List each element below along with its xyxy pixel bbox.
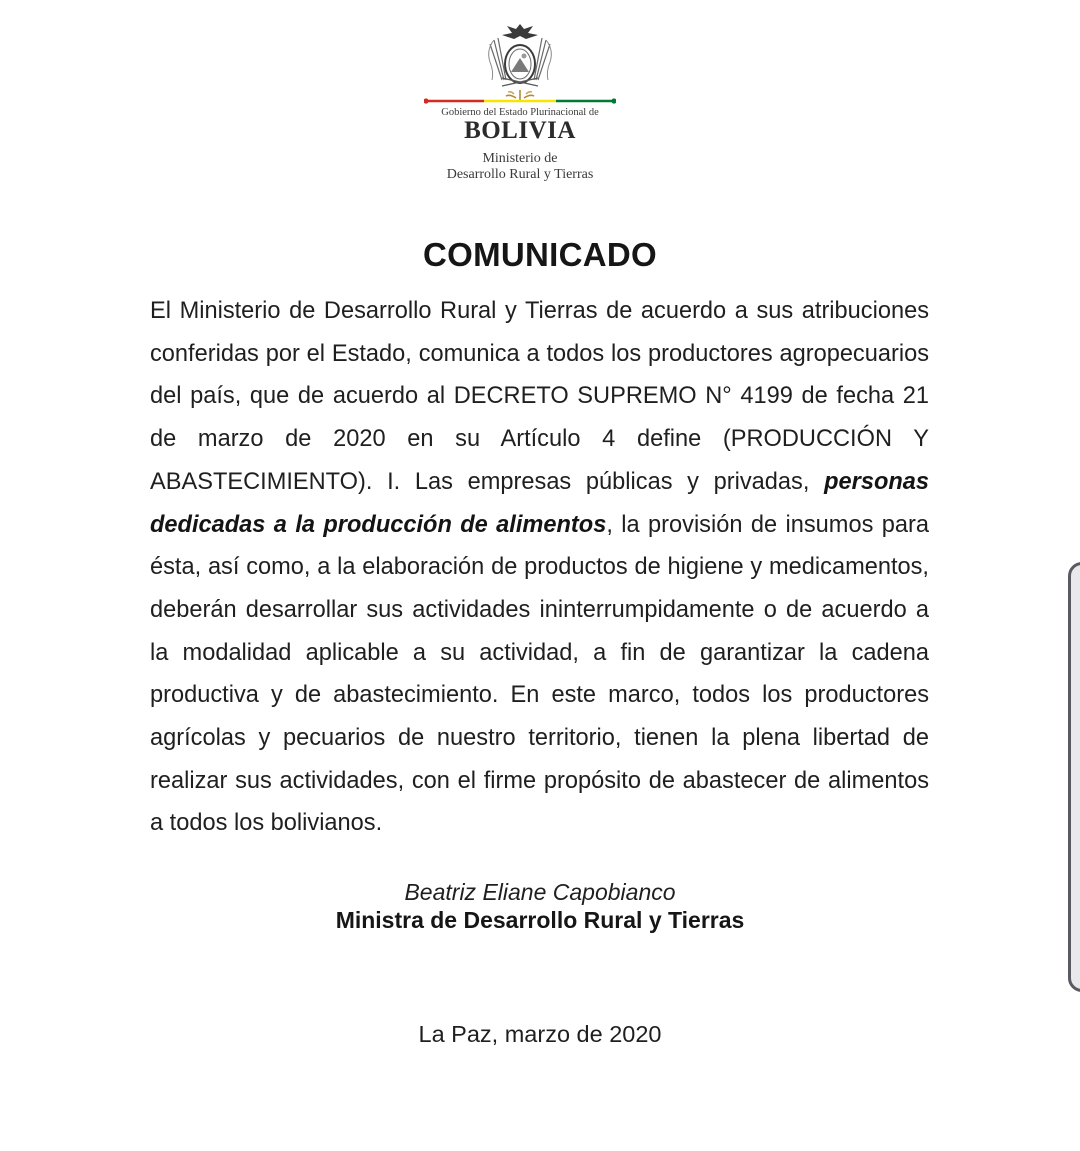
coat-of-arms-icon xyxy=(480,20,560,102)
ministry-name-line-1: Ministerio de xyxy=(482,151,558,166)
place-and-date: La Paz, marzo de 2020 xyxy=(418,1021,662,1047)
document-title: COMUNICADO xyxy=(423,236,657,273)
flag-color-line xyxy=(424,98,616,104)
country-name: BOLIVIA xyxy=(464,117,576,144)
body-emphasis: personas dedicadas a la producción de alimentos xyxy=(150,468,930,538)
government-line: Gobierno del Estado Plurinacional de xyxy=(441,107,599,118)
ministry-name-line-2: Desarrollo Rural y Tierras xyxy=(446,167,594,182)
scroll-handle[interactable] xyxy=(1068,562,1080,992)
ministry-logo xyxy=(420,18,620,188)
signatory-role: Ministra de Desarrollo Rural y Tierras xyxy=(335,907,745,933)
body-text-part-2: , la provisión de insumos para ésta, así como, a la elaboración de productos de higiene y medicamentos, deberán desarrollar sus actividades ininterrumpidamente o de acuerdo a la modalidad aplicable a su actividad, a fin de garantizar la cadena productiva y de abastecimiento. En este marco, todos los productores agrícolas y pecuarios de nuestro territorio, tienen la plena libertad de realizar sus actividades, con el firme propósito de abastecer de alimentos a todos los bolivianos. xyxy=(150,511,929,837)
communique-body xyxy=(150,290,929,845)
body-text-part-1: El Ministerio de Desarrollo Rural y Tierras de acuerdo a sus atribuciones conferidas por el Estado, comunica a todos los productores agropecuarios del país, que de acuerdo al DECRETO SUPREMO N° 4199 de fecha 21 de marzo de 2020 en su Artículo 4 define (PRODUCCIÓN Y ABASTECIMIENTO). I. Las empresas públicas y privadas, xyxy=(150,298,929,495)
signatory-name: Beatriz Eliane Capobianco xyxy=(404,879,676,905)
